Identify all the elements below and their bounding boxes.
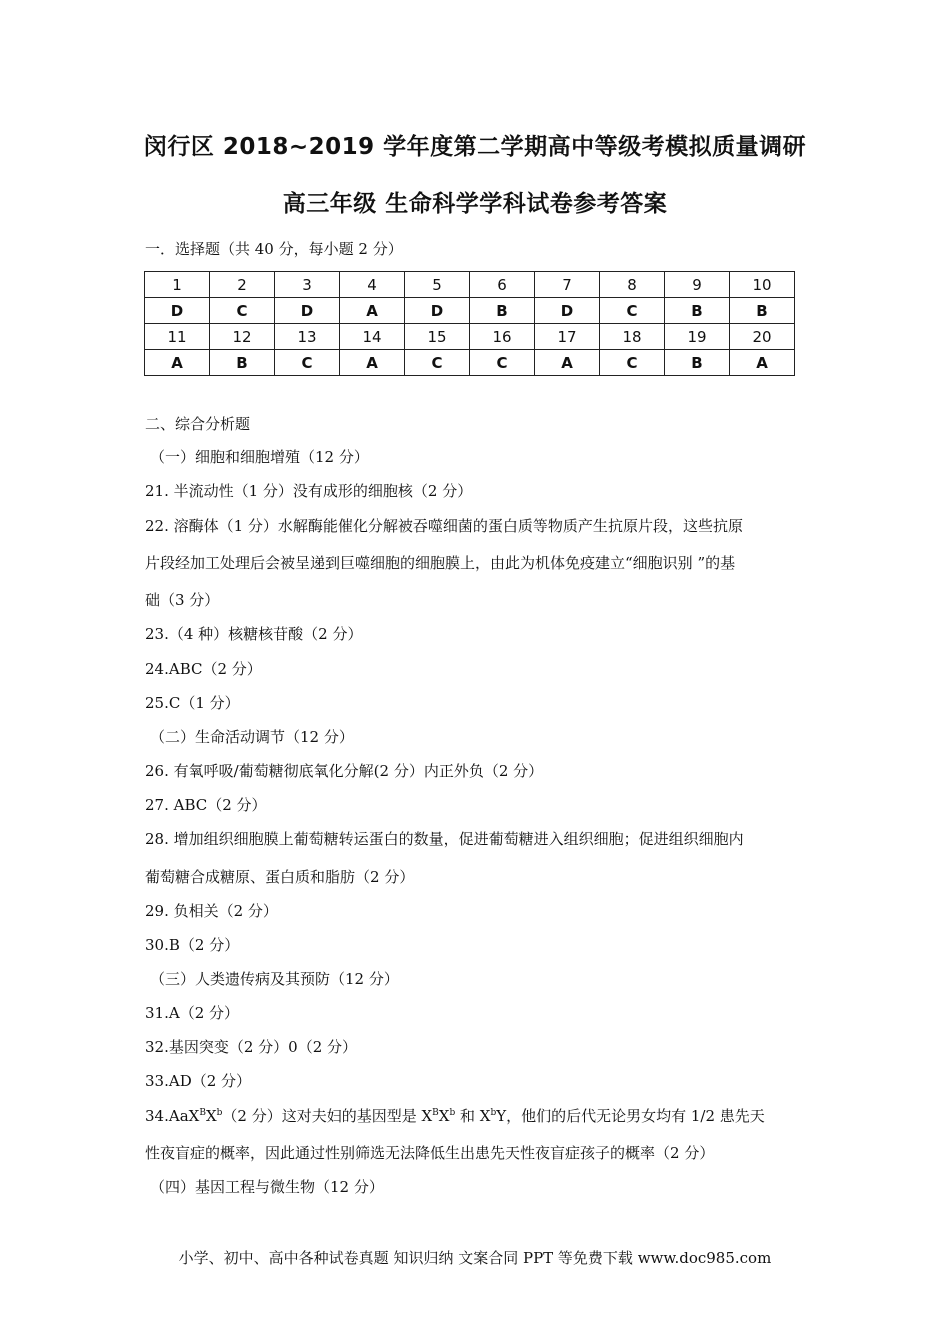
text-run: Y，他们的后代无论男女均有 1/2 患先天 xyxy=(496,1107,765,1125)
table-cell: C xyxy=(405,350,470,376)
table-cell: 7 xyxy=(535,272,600,298)
text-run: （2 分）这对夫妇的基因型是 X xyxy=(222,1107,433,1125)
superscript: b xyxy=(449,1108,456,1118)
table-cell: D xyxy=(405,298,470,324)
table-cell: C xyxy=(600,350,665,376)
answer-q22-line1: 22. 溶酶体（1 分）水解酶能催化分解被吞噬细菌的蛋白质等物质产生抗原片段，这些抗原 xyxy=(145,517,743,535)
table-cell: A xyxy=(340,350,405,376)
table-row-answers-2 xyxy=(145,350,795,376)
part4-heading: （四）基因工程与微生物（12 分） xyxy=(150,1178,384,1196)
answer-q26: 26. 有氧呼吸/葡萄糖彻底氧化分解(2 分）内正外负（2 分） xyxy=(145,762,544,780)
answer-q30: 30.B（2 分） xyxy=(145,936,240,954)
table-cell: B xyxy=(730,298,795,324)
answer-q24: 24.ABC（2 分） xyxy=(145,660,262,678)
table-cell: 19 xyxy=(665,324,730,350)
answer-q28-line1: 28. 增加组织细胞膜上葡萄糖转运蛋白的数量，促进葡萄糖进入组织细胞；促进组织细胞内 xyxy=(145,830,744,848)
table-cell: C xyxy=(470,350,535,376)
table-cell: 8 xyxy=(600,272,665,298)
table-cell: 15 xyxy=(405,324,470,350)
answer-q22-line3: 础（3 分） xyxy=(145,591,220,609)
table-cell: 3 xyxy=(275,272,340,298)
table-cell: 18 xyxy=(600,324,665,350)
table-row-numbers-1 xyxy=(145,272,795,298)
table-cell: 13 xyxy=(275,324,340,350)
table-cell: 10 xyxy=(730,272,795,298)
text-run: X xyxy=(205,1107,217,1125)
text-run: X xyxy=(438,1107,450,1125)
table-cell: 1 xyxy=(145,272,210,298)
superscript: B xyxy=(432,1108,439,1118)
answer-q32: 32.基因突变（2 分）0（2 分） xyxy=(145,1038,358,1056)
superscript: B xyxy=(199,1108,206,1118)
table-cell: D xyxy=(145,298,210,324)
table-cell: D xyxy=(535,298,600,324)
table-cell: 6 xyxy=(470,272,535,298)
part1-heading: （一）细胞和细胞增殖（12 分） xyxy=(150,448,369,466)
answer-q23: 23.（4 种）核糖核苷酸（2 分） xyxy=(145,625,363,643)
table-cell: A xyxy=(145,350,210,376)
table-row-numbers-2 xyxy=(145,324,795,350)
table-cell: 4 xyxy=(340,272,405,298)
table-cell: A xyxy=(535,350,600,376)
answer-q28-line2: 葡萄糖合成糖原、蛋白质和脂肪（2 分） xyxy=(145,868,415,886)
superscript: b xyxy=(216,1108,223,1118)
table-cell: D xyxy=(275,298,340,324)
table-cell: C xyxy=(275,350,340,376)
table-cell: A xyxy=(340,298,405,324)
table-cell: B xyxy=(665,350,730,376)
superscript: b xyxy=(490,1108,497,1118)
answer-q34-line2: 性夜盲症的概率，因此通过性别筛选无法降低生出患先天性夜盲症孩子的概率（2 分） xyxy=(145,1144,715,1162)
page-footer: 小学、初中、高中各种试卷真题 知识归纳 文案合同 PPT 等免费下载 www.doc985.com xyxy=(178,1249,772,1267)
answer-q33: 33.AD（2 分） xyxy=(145,1072,252,1090)
answer-q27: 27. ABC（2 分） xyxy=(145,796,267,814)
answer-q34-line1 xyxy=(145,1106,810,1126)
text-run: 和 X xyxy=(455,1107,491,1125)
section1-heading: 一．选择题（共 40 分，每小题 2 分） xyxy=(145,240,403,258)
answer-q22-line2: 片段经加工处理后会被呈递到巨噬细胞的细胞膜上，由此为机体免疫建立“细胞识别 ”的基 xyxy=(145,554,736,572)
answer-q25: 25.C（1 分） xyxy=(145,694,240,712)
section2-heading: 二、综合分析题 xyxy=(145,415,251,433)
table-cell: 2 xyxy=(210,272,275,298)
answer-table xyxy=(144,271,795,376)
document-title: 闵行区 2018~2019 学年度第二学期高中等级考模拟质量调研 xyxy=(143,134,807,160)
table-cell: 11 xyxy=(145,324,210,350)
table-cell: 17 xyxy=(535,324,600,350)
table-cell: 5 xyxy=(405,272,470,298)
answer-q29: 29. 负相关（2 分） xyxy=(145,902,278,920)
answer-q31: 31.A（2 分） xyxy=(145,1004,239,1022)
table-cell: 12 xyxy=(210,324,275,350)
table-cell: 14 xyxy=(340,324,405,350)
answer-q21: 21. 半流动性（1 分）没有成形的细胞核（2 分） xyxy=(145,482,473,500)
table-cell: C xyxy=(600,298,665,324)
table-cell: 20 xyxy=(730,324,795,350)
table-cell: C xyxy=(210,298,275,324)
table-cell: 16 xyxy=(470,324,535,350)
table-cell: A xyxy=(730,350,795,376)
part2-heading: （二）生命活动调节（12 分） xyxy=(150,728,354,746)
table-cell: B xyxy=(210,350,275,376)
table-row-answers-1 xyxy=(145,298,795,324)
table-cell: 9 xyxy=(665,272,730,298)
part3-heading: （三）人类遗传病及其预防（12 分） xyxy=(150,970,399,988)
text-run: 34.AaX xyxy=(145,1107,200,1125)
document-subtitle: 高三年级 生命科学学科试卷参考答案 xyxy=(282,191,668,217)
table-cell: B xyxy=(470,298,535,324)
table-cell: B xyxy=(665,298,730,324)
